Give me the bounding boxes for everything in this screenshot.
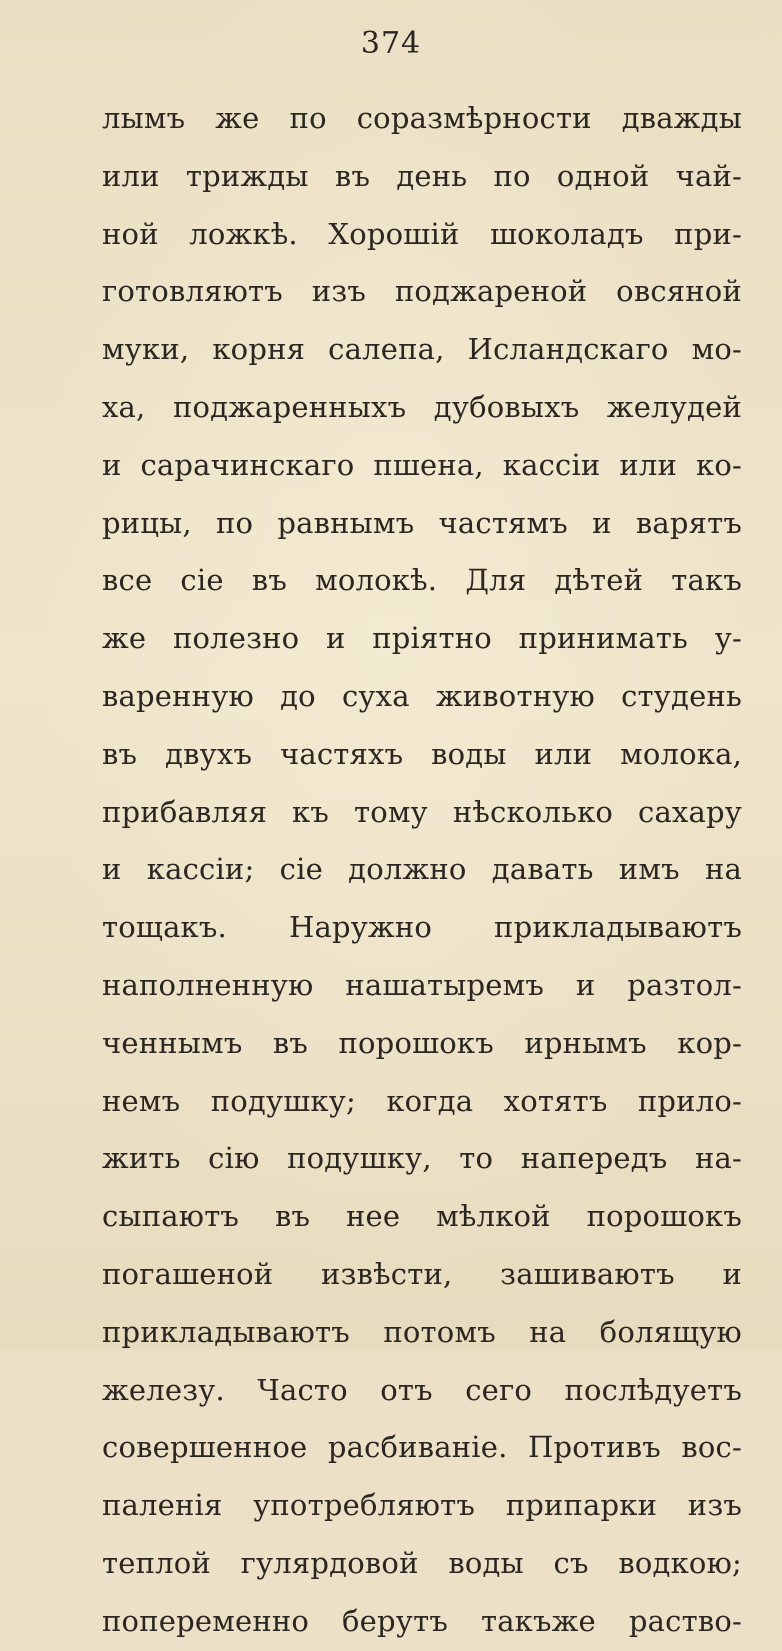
page-number: 374	[360, 26, 422, 61]
text-line: рицы, по равнымъ частямъ и варятъ	[102, 505, 742, 540]
text-line: погашеной извѣсти, зашиваютъ и	[102, 1256, 742, 1291]
text-line: ченнымъ въ порошокъ ирнымъ кор-	[102, 1025, 742, 1060]
text-line: немъ подушку; когда хотятъ прило-	[102, 1083, 742, 1118]
text-line: муки, корня салепа, Исландскаго мо-	[102, 332, 742, 367]
text-line: теплой гулярдовой воды съ водкою;	[102, 1545, 742, 1580]
text-line: тощакъ. Наружно прикладываютъ	[102, 910, 742, 945]
text-line: наполненную нашатыремъ и разтол-	[102, 967, 742, 1002]
text-line: же полезно и пріятно принимать у-	[102, 621, 742, 656]
text-line: паленія употребляютъ припарки изъ	[102, 1488, 742, 1523]
text-line: готовляютъ изъ поджареной овсяной	[102, 274, 742, 309]
text-line: или трижды въ день по одной чай-	[102, 158, 742, 193]
text-line: и сарачинскаго пшена, кассіи или ко-	[102, 447, 742, 482]
text-line: прикладываютъ потомъ на болящую	[102, 1314, 742, 1349]
text-line: ха, поджаренныхъ дубовыхъ желудей	[102, 389, 742, 424]
text-line: жить сію подушку, то напередъ на-	[102, 1141, 742, 1176]
text-line: совершенное расбиваніе. Противъ вос-	[102, 1430, 742, 1465]
text-line: и кассіи; сіе должно давать имъ на	[102, 852, 742, 887]
text-line: все сіе въ молокѣ. Для дѣтей такъ	[102, 563, 742, 598]
text-line: прибавляя къ тому нѣсколько сахару	[102, 794, 742, 829]
body-text	[102, 90, 742, 1651]
text-line: ной ложкѣ. Хорошій шоколадъ при-	[102, 216, 742, 251]
text-line: железу. Часто отъ сего послѣдуетъ	[102, 1372, 742, 1407]
text-line: въ двухъ частяхъ воды или молока,	[102, 736, 742, 771]
text-line: сыпаютъ въ нее мѣлкой порошокъ	[102, 1199, 742, 1234]
text-line: попеременно берутъ такъже раство-	[102, 1603, 742, 1638]
text-line: варенную до суха животную студень	[102, 678, 742, 713]
text-line: лымъ же по соразмѣрности дважды	[102, 101, 742, 135]
